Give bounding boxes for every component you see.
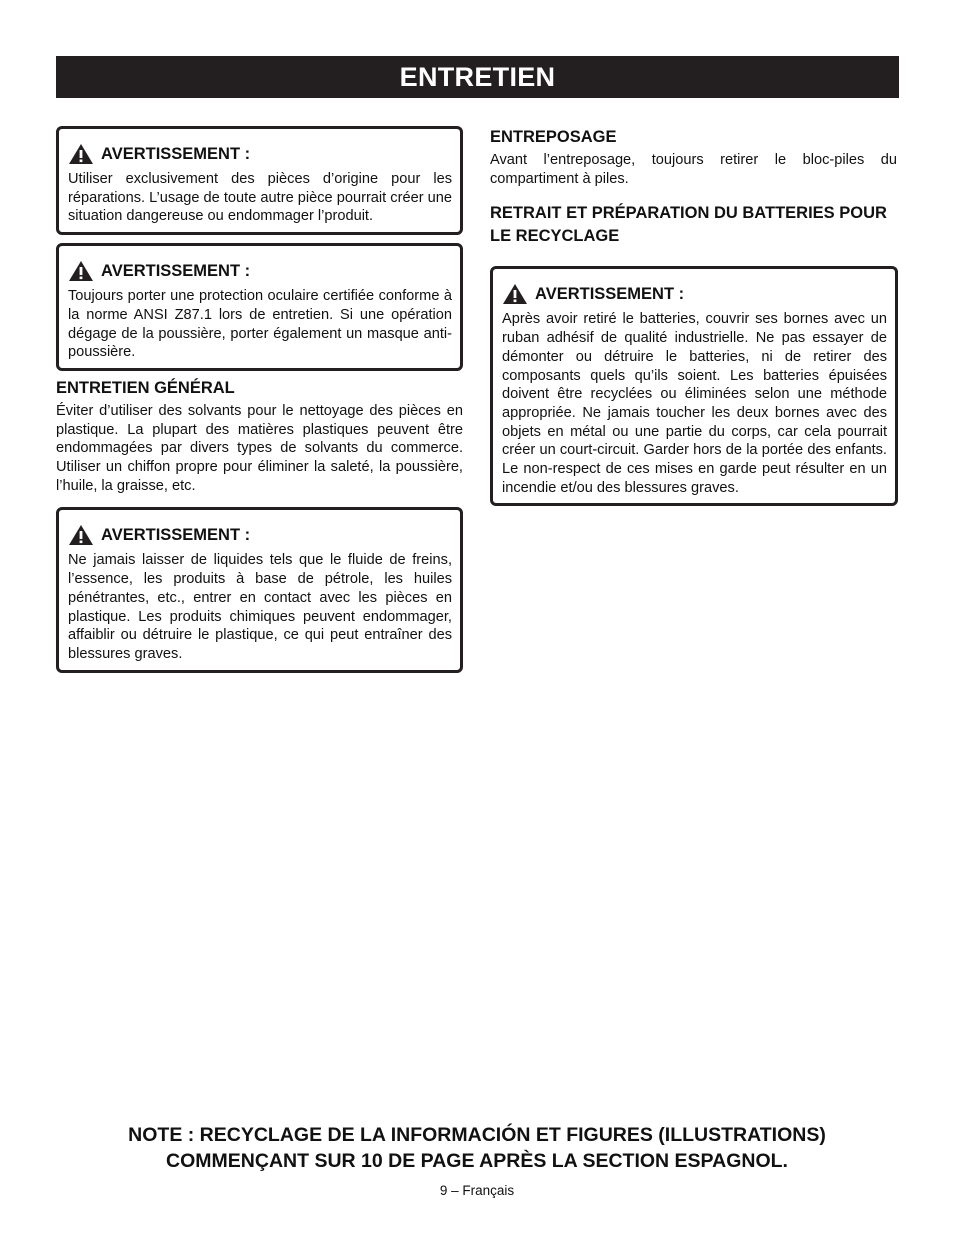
warning-box-batteries [490,266,898,506]
warning-heading [502,283,887,305]
warning-box-eye-protection [56,243,463,371]
general-maintenance-title: ENTRETIEN GÉNÉRAL [56,378,235,397]
right-column [490,126,897,514]
page-title-banner [56,56,899,98]
warning-heading-text: AVERTISSEMENT : [535,284,685,303]
warning-heading [68,143,452,165]
warning-text: Utiliser exclusivement des pièces d’origine pour les réparations. L’usage de toute autre pièce pourrait créer une situation dangereuse ou endommager l’produit. [68,171,452,225]
note-line-1: NOTE : RECYCLAGE DE LA INFORMACIÓN ET FIGURES (ILLUSTRATIONS) [128,1124,826,1146]
warning-heading [68,260,452,282]
warning-text: Toujours porter une protection oculaire certifiée conforme à la norme ANSI Z87.1 lors de entretien. Si une opération dégage de la poussière, porter également un masque anti-poussière. [68,288,452,361]
note-line-2: COMMENÇANT SUR 10 DE PAGE APRÈS LA SECTION ESPAGNOL. [166,1150,788,1172]
storage-title: ENTREPOSAGE [490,128,617,146]
warning-triangle-icon [68,143,94,165]
warning-heading [68,524,452,546]
warning-text: Après avoir retiré le batteries, couvrir ses bornes avec un ruban adhésif de qualité industrielle. Ne pas essayer de démonter ou détruire le batteries, ni de retirer des composants quels qu’ils soient. Les batteries épuisées doivent être recyclées ou éliminées selon une méthode appropriée. Ne jamais toucher les deux bornes avec des objets en métal ou une partie du corps, car cela pourrait créer un court-circuit. Garder hors de la portée des enfants. Le non-respect de ces mises en garde peut résulter en un incendie et/ou des blessures graves. [502,311,887,496]
storage-section [490,126,897,188]
general-maintenance-text: Éviter d’utiliser des solvants pour le nettoyage des pièces en plastique. La plupart des matières plastiques peuvent être endommagées par divers types de solvants du commerce. Utiliser un chiffon propre pour éliminer la saleté, la poussière, l’huile, la graisse, etc. [56,402,463,494]
storage-text: Avant l’entreposage, toujours retirer le bloc-piles du compartiment à piles. [490,152,897,187]
warning-box-liquids [56,507,463,672]
warning-triangle-icon [68,524,94,546]
warning-box-parts [56,126,463,235]
page-number: 9 – Français [439,1183,515,1198]
warning-heading-text: AVERTISSEMENT : [101,525,251,544]
warning-triangle-icon [502,283,528,305]
warning-text: Ne jamais laisser de liquides tels que le fluide de freins, l’essence, les produits à base de pétrole, les huiles pénétrantes, etc., entrer en contact avec les pièces en plastique. Les produits chimiques peuvent endommager, affaiblir ou détruire le plastique, ce qui peut entraîner des blessures graves. [68,552,452,662]
recycling-note [40,1122,914,1174]
left-column [56,126,463,681]
warning-heading-text: AVERTISSEMENT : [101,144,251,163]
recycling-title: RETRAIT ET PRÉPARATION DU BATTERIES POUR LE RECYCLAGE [490,204,887,246]
page-title: ENTRETIEN [399,62,556,92]
warning-heading-text: AVERTISSEMENT : [101,261,251,280]
warning-triangle-icon [68,260,94,282]
general-maintenance-section [56,377,463,496]
